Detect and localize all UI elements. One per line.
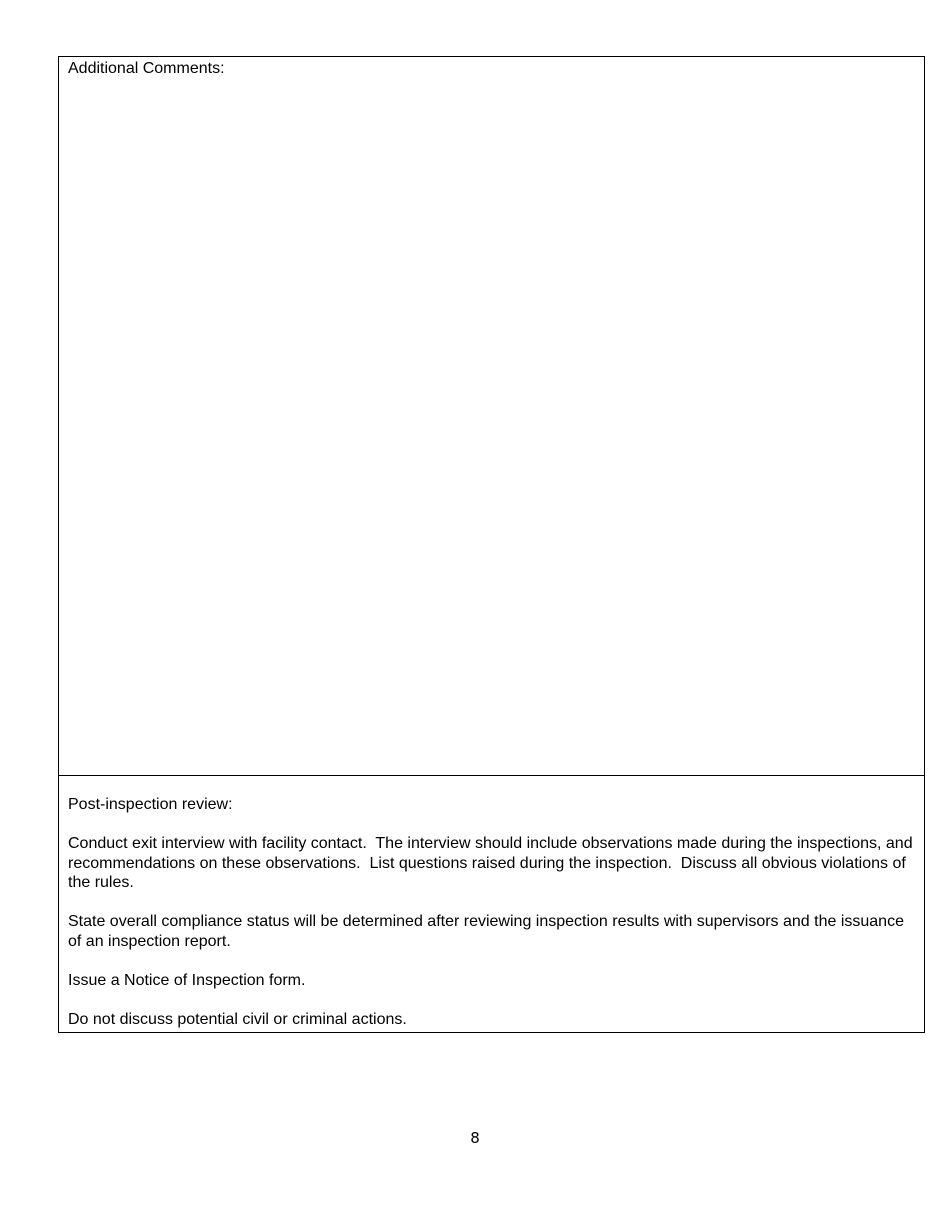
review-paragraph-civil-criminal: Do not discuss potential civil or criminal actions. bbox=[68, 1010, 407, 1028]
additional-comments-label: Additional Comments: bbox=[68, 60, 225, 77]
inspection-form-table bbox=[58, 56, 925, 1033]
page-number: 8 bbox=[470, 1129, 480, 1147]
additional-comments-box[interactable] bbox=[59, 57, 924, 776]
review-paragraph-notice-of-inspection: Issue a Notice of Inspection form. bbox=[68, 971, 306, 989]
review-paragraph-compliance-status: State overall compliance status will be determined after reviewing inspection results with supervisors and the issuance of an inspection report. bbox=[68, 913, 904, 950]
post-inspection-review-heading: Post-inspection review: bbox=[68, 796, 233, 813]
post-inspection-review-section bbox=[59, 776, 924, 1032]
review-paragraph-exit-interview: Conduct exit interview with facility contact. The interview should include observations made during the inspections, and recommendations on these observations. List questions raised during the inspection. Discuss all obvious violations of the rules. bbox=[68, 835, 918, 891]
